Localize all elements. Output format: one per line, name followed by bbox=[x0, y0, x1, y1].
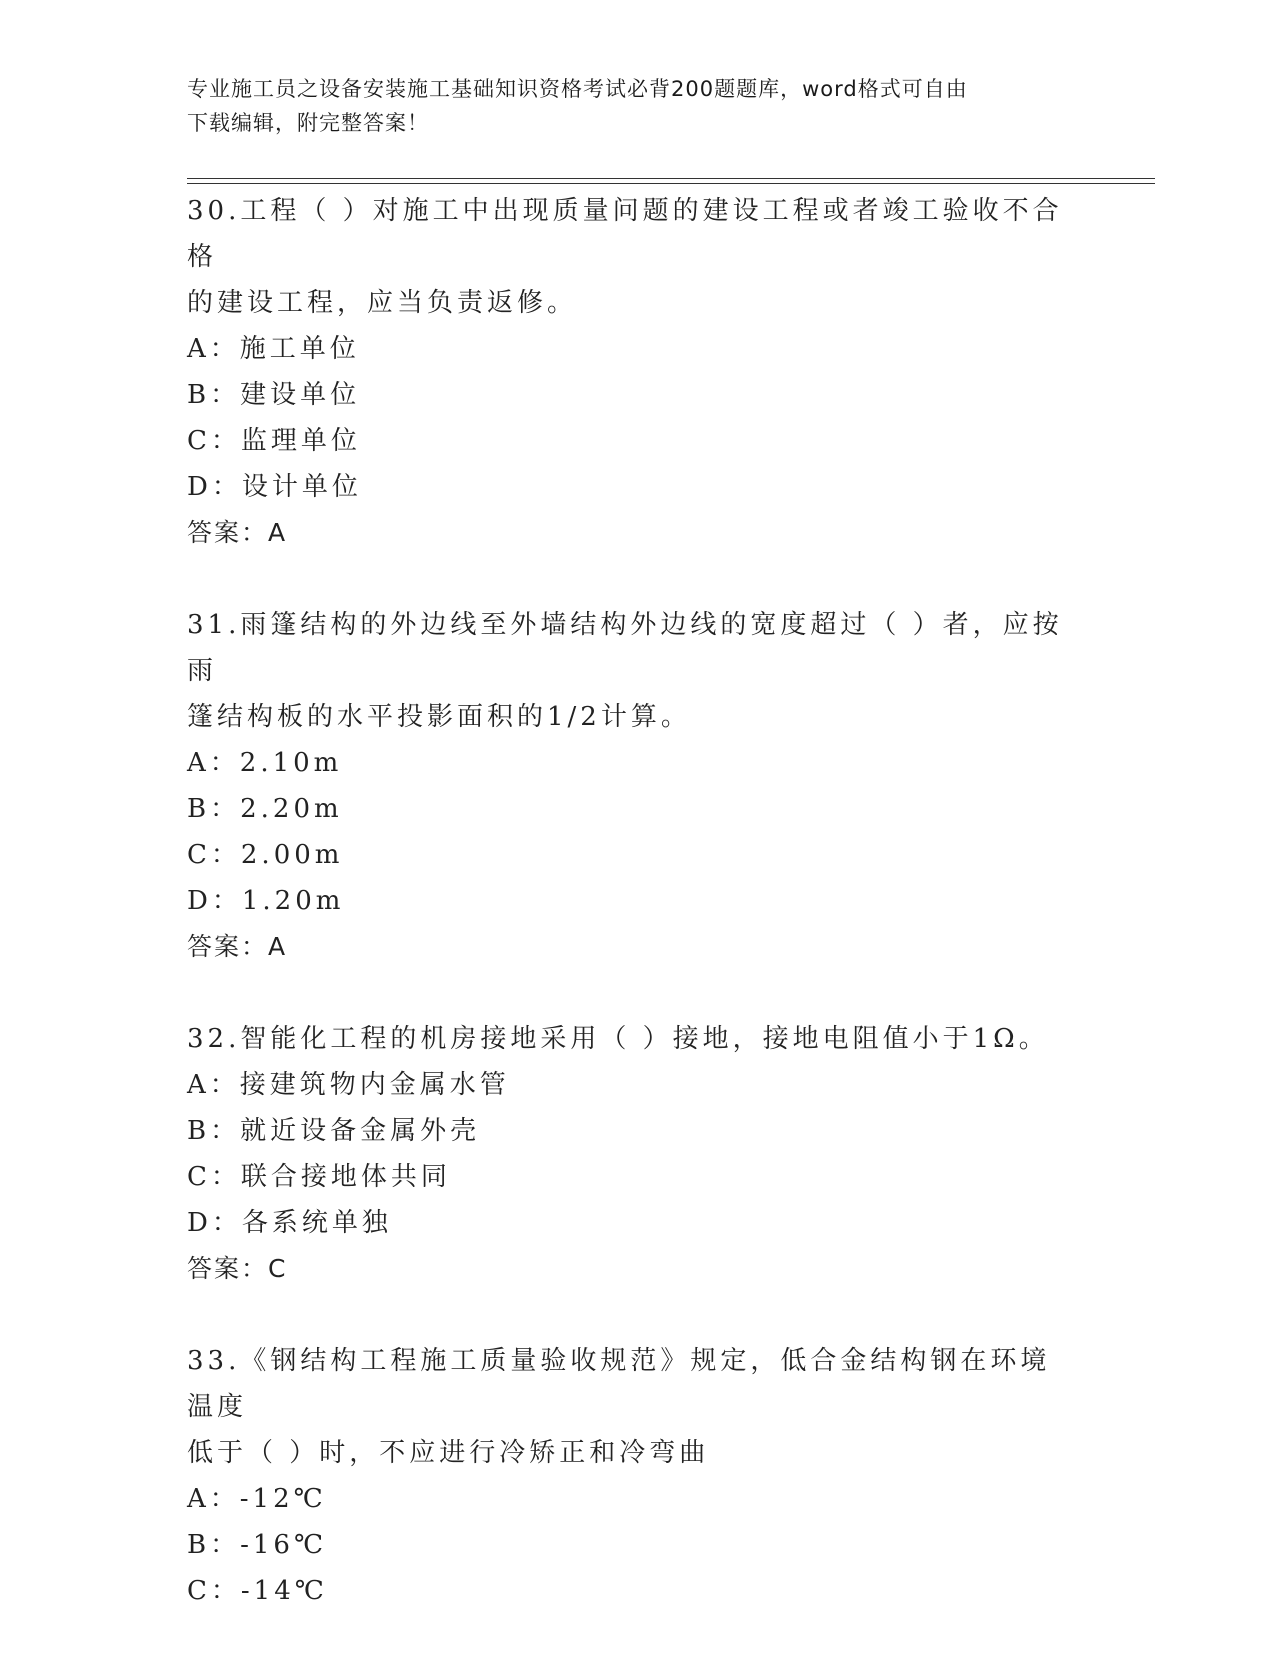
option-d: D：各系统单独 bbox=[187, 1208, 392, 1238]
question-stem-line: 低于（ ）时，不应进行冷矫正和冷弯曲 bbox=[187, 1438, 710, 1468]
option-d: D：1.20m bbox=[187, 886, 345, 916]
option-a: A：接建筑物内金属水管 bbox=[187, 1070, 510, 1100]
answer-line: 答案：A bbox=[187, 518, 288, 547]
question-stem-line: 33.《钢结构工程施工质量验收规范》规定，低合金结构钢在环境温度 bbox=[187, 1346, 1051, 1422]
option-c: C：-14℃ bbox=[187, 1576, 328, 1606]
option-b: B：建设单位 bbox=[187, 380, 361, 410]
question-stem-line: 32.智能化工程的机房接地采用（ ）接地，接地电阻值小于1Ω。 bbox=[187, 1024, 1049, 1054]
header-line-1: 专业施工员之设备安装施工基础知识资格考试必背200题题库，word格式可自由 bbox=[187, 77, 968, 101]
option-c: C：监理单位 bbox=[187, 426, 361, 456]
answer-line: 答案：A bbox=[187, 932, 288, 961]
option-d: D：设计单位 bbox=[187, 472, 362, 502]
option-a: A：-12℃ bbox=[187, 1484, 327, 1514]
option-a: A：施工单位 bbox=[187, 334, 360, 364]
header-divider-bottom bbox=[187, 183, 1155, 184]
question-33 bbox=[187, 1338, 1147, 1614]
question-31 bbox=[187, 602, 1147, 970]
document-header bbox=[187, 72, 1067, 140]
question-30 bbox=[187, 188, 1147, 556]
option-b: B：2.20m bbox=[187, 794, 343, 824]
header-line-2: 下载编辑，附完整答案！ bbox=[187, 111, 429, 135]
option-b: B：就近设备金属外壳 bbox=[187, 1116, 481, 1146]
question-stem-line: 31.雨篷结构的外边线至外墙结构外边线的宽度超过（ ）者，应按雨 bbox=[187, 610, 1063, 686]
question-list bbox=[187, 188, 1147, 1660]
question-stem-line: 的建设工程，应当负责返修。 bbox=[187, 288, 578, 318]
option-c: C：2.00m bbox=[187, 840, 344, 870]
question-32 bbox=[187, 1016, 1147, 1292]
option-c: C：联合接地体共同 bbox=[187, 1162, 451, 1192]
option-b: B：-16℃ bbox=[187, 1530, 328, 1560]
question-stem-line: 30.工程（ ）对施工中出现质量问题的建设工程或者竣工验收不合格 bbox=[187, 196, 1063, 272]
header-divider-top bbox=[187, 178, 1155, 179]
option-a: A：2.10m bbox=[187, 748, 343, 778]
answer-line: 答案：C bbox=[187, 1254, 288, 1283]
question-stem-line: 篷结构板的水平投影面积的1/2计算。 bbox=[187, 702, 691, 732]
